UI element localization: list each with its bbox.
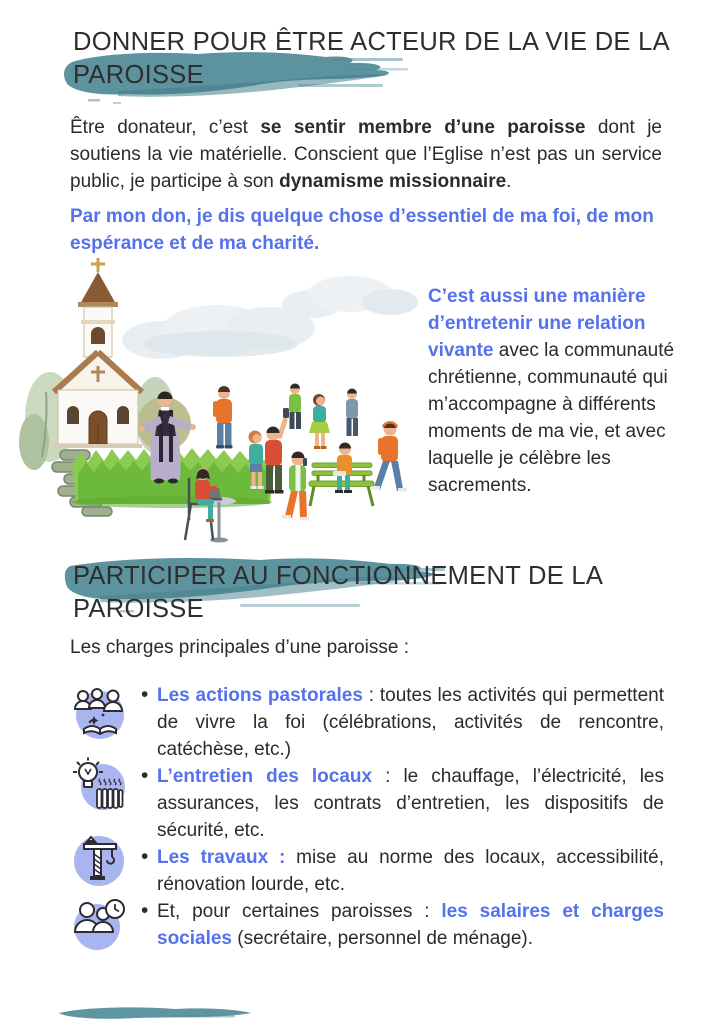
clouds-illustration <box>122 276 418 359</box>
people-clock-icon <box>70 898 142 953</box>
charge-item-travaux <box>70 844 664 898</box>
charge-text: Les travaux : mise au norme des locaux, accessibilité, rénovation lourde, etc. <box>157 847 664 895</box>
charge-item-salaires <box>70 898 664 953</box>
lightbulb-radiator-icon <box>70 763 142 814</box>
charge-text: L’entretien des locaux : le chauffage, l’électricité, les assurances, les contrats d’entretien, les dispositifs de sécurité, etc. <box>157 766 664 841</box>
bullet-marker: • <box>141 899 149 922</box>
teal-brush-stroke-footer <box>55 1004 255 1022</box>
side-paragraph: C’est aussi une manière d’entretenir une relation vivante avec la communauté chrétienne, communauté qui m’accompagne à différents moments de ma vie, et avec laquelle je célèbre les sacrements. <box>428 286 675 496</box>
people-group-book-icon <box>70 682 142 742</box>
charge-text: Et, pour certaines paroisses : les salaires et charges sociales (secrétaire, personnel de ménage). <box>157 901 664 949</box>
construction-crane-icon <box>70 844 142 890</box>
church-community-illustration <box>12 252 427 547</box>
section2-title: PARTICIPER AU FONCTIONNEMENT DE LA PAROISSE <box>73 562 602 623</box>
lead-paragraph: Par mon don, je dis quelque chose d’essentiel de ma foi, de mon espérance et de ma charité. <box>70 206 654 254</box>
charge-text: Les actions pastorales : toutes les activités qui permettent de vivre la foi (célébrations, activités de rencontre, catéchèse, etc.) <box>157 685 664 760</box>
charges-intro: Les charges principales d’une paroisse : <box>70 637 410 658</box>
intro-paragraph: Être donateur, c’est se sentir membre d’une paroisse dont je soutiens la vie matérielle. Conscient que l’Eglise n’est pas un service public, je participe à son dynamisme missionnaire. <box>70 117 663 192</box>
bullet-marker: • <box>141 845 149 868</box>
section1-title: DONNER POUR ÊTRE ACTEUR DE LA VIE DE LA PAROISSE <box>73 28 669 89</box>
charges-list <box>70 682 664 953</box>
bullet-marker: • <box>141 764 149 787</box>
church-building <box>54 258 142 448</box>
charge-item-actions-pastorales <box>70 682 664 763</box>
charge-item-entretien-locaux <box>70 763 664 844</box>
bullet-marker: • <box>141 683 149 706</box>
